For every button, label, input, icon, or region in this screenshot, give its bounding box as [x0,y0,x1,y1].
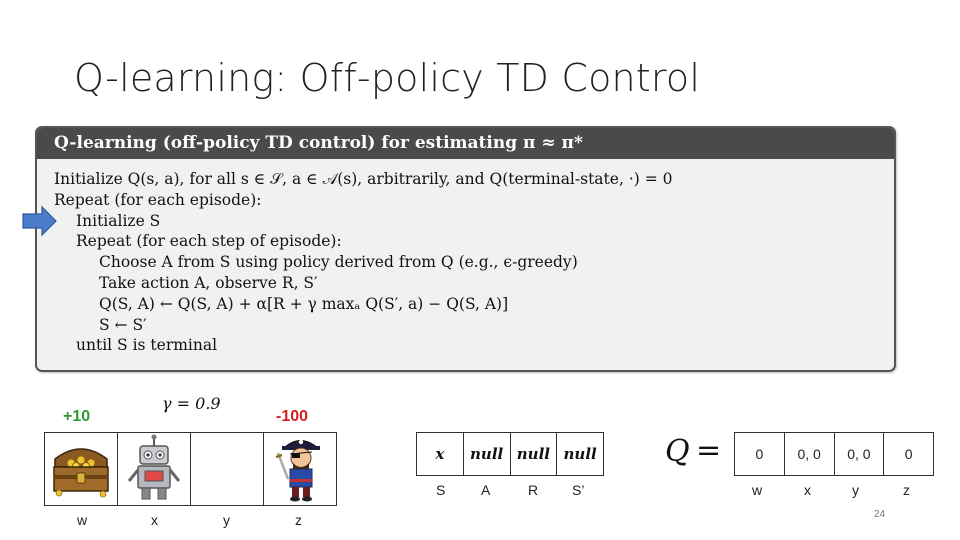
q-table [734,432,934,476]
gamma-value: γ = 0.9 [162,394,221,413]
algorithm-box [35,126,896,372]
q-label-w: w [752,482,763,498]
tuple-label-s-prime: S’ [572,482,585,498]
algo-line-assign-state: S ← S′ [99,315,147,334]
arrow-right-icon [22,205,58,237]
q-cell-y: 0, 0 [835,433,885,475]
tuple-cell-s-prime: null [563,445,597,463]
pirate-icon [264,433,336,503]
q-label-y: y [852,482,859,498]
state-label-w: w [77,512,88,528]
tuple-cell-s: x [417,433,464,475]
state-label-y: y [223,512,230,528]
reward-negative: -100 [276,408,309,425]
q-label-z: z [903,482,910,498]
algo-line-initialize-q: Initialize Q(s, a), for all s ∈ 𝒮, a ∈ 𝒜(s), arbitrarily, and Q(terminal-state, ·) = 0 [54,170,673,188]
q-cell-x: 0, 0 [785,433,835,475]
algo-line-until-terminal: until S is terminal [76,336,218,355]
q-cell-w: 0 [735,433,785,475]
tuple-cell-a: null [464,433,511,475]
algorithm-heading: Q-learning (off-policy TD control) for estimating π ≈ π* [37,128,894,159]
robot-icon [118,433,190,503]
algo-line-choose-action: Choose A from S using policy derived from Q (e.g., ϵ-greedy) [99,253,578,272]
reward-positive: +10 [63,408,91,425]
state-cell-w [45,433,118,505]
algo-line-repeat-episode: Repeat (for each episode): [54,190,262,209]
tuple-label-a: A [481,482,491,498]
q-equals: = [696,433,722,468]
algo-line-update-rule: Q(S, A) ← Q(S, A) + α[R + γ maxₐ Q(S′, a) − Q(S, A)] [99,294,509,313]
algo-line-initialize-s: Initialize S [76,211,161,230]
state-cell-z [264,433,336,505]
q-cell-z: 0 [904,446,913,462]
state-cell-y [191,433,264,505]
tuple-label-s: S [436,482,446,498]
tuple-label-r: R [528,482,539,498]
treasure-chest-icon [45,433,117,503]
algo-line-repeat-step: Repeat (for each step of episode): [76,232,342,251]
q-label-x: x [804,482,811,498]
algo-line-take-action: Take action A, observe R, S′ [99,273,318,292]
state-label-z: z [295,512,302,528]
state-grid [44,432,337,506]
page-number: 24 [874,509,886,520]
tuple-cell-r: null [511,433,558,475]
transition-tuple [416,432,604,476]
state-label-x: x [151,512,158,528]
algorithm-body [37,159,894,356]
state-cell-x [118,433,191,505]
q-symbol: Q [665,434,690,469]
slide-title: Q-learning: Off-policy TD Control [74,56,701,100]
